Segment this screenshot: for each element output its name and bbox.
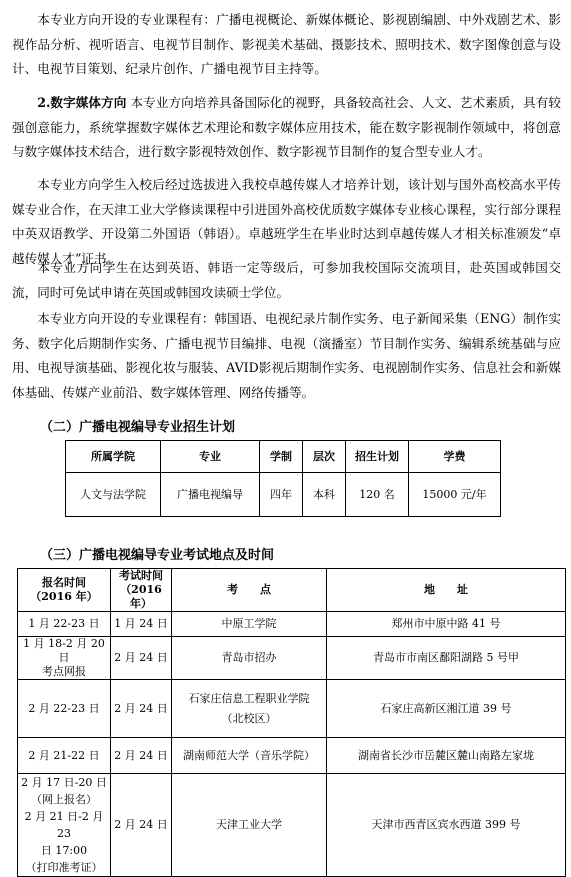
paragraph-exchange: 本专业方向学生在达到英语、韩语一定等级后，可参加我校国际交流项目，赴英国或韩国交流，同时可免试申请在英国或韩国攻读硕士学位。 <box>12 260 561 300</box>
cell-exam-date: 2 月 24 日 <box>111 738 172 774</box>
table-row <box>66 473 501 517</box>
cell-line: 石家庄信息工程职业学院 <box>188 691 310 705</box>
cell-line: 1 月 18-2 月 20 日 <box>23 637 105 664</box>
header-exam-date <box>111 569 172 612</box>
exam-schedule-table <box>17 568 566 877</box>
cell-address: 青岛市市南区鄱阳湖路 5 号甲 <box>327 637 566 680</box>
cell-address: 湖南省长沙市岳麓区麓山南路左家垅 <box>327 738 566 774</box>
table-header-row <box>66 441 501 473</box>
paragraph-lead: 2.数字媒体方向 <box>37 95 127 110</box>
header-college: 所属学院 <box>66 441 161 473</box>
header-exam-l1: 考试时间 <box>119 569 163 582</box>
cell-registration <box>18 637 111 680</box>
cell-site: 天津工业大学 <box>172 774 327 877</box>
cell-line: 考点网报 <box>42 665 86 678</box>
header-quota: 招生计划 <box>346 441 409 473</box>
table-header-row <box>18 569 566 612</box>
header-address: 地 址 <box>327 569 566 612</box>
cell-site: 青岛市招办 <box>172 637 327 680</box>
table-row <box>18 680 566 738</box>
cell-line: 2 月 21 日-2 月 23 <box>24 810 104 840</box>
cell-registration: 2 月 22-23 日 <box>18 680 111 738</box>
cell-registration <box>18 774 111 877</box>
paragraph-program: 本专业方向学生入校后经过选拔进入我校卓越传媒人才培养计划，该计划与国外高校高水平传媒专业合作，在天津工业大学修读课程中引进国外高校优质数字媒体专业核心课程，实行部分课程中英双语教学、开设第二外国语（韩语）。卓越班学生在毕业时达到卓越传媒人才相关标准颁发“卓越传媒人才”证书。 <box>12 177 561 266</box>
paragraph-text: 本专业方向培养具备国际化的视野，具备较高社会、人文、艺术素质，具有较强创意能力，系统掌握数字媒体艺术理论和数字媒体应用技术，能在数字影视制作领域中，将创意与数字媒体技术结合，进行数字影视特效创作、数字影视节目制作的复合型专业人才。 <box>12 95 561 160</box>
cell-address: 石家庄高新区湘江道 39 号 <box>327 680 566 738</box>
cell-site <box>172 680 327 738</box>
enrollment-plan-table <box>65 440 501 517</box>
cell-line: 2 月 17 日-20 日 <box>21 776 107 789</box>
header-tuition: 学费 <box>409 441 501 473</box>
cell-registration: 1 月 22-23 日 <box>18 612 111 637</box>
cell-level: 本科 <box>303 473 346 517</box>
cell-site: 湖南师范大学（音乐学院） <box>172 738 327 774</box>
paragraph-courses-1: 本专业方向开设的专业课程有：广播电视概论、新媒体概论、影视剧编剧、中外戏剧艺术、影视作品分析、视听语言、电视节目制作、影视美术基础、摄影技术、照明技术、数字图像创意与设计、电视节目策划、纪录片创作、广播电视节目主持等。 <box>12 12 561 77</box>
cell-line: （打印准考证） <box>25 861 103 874</box>
cell-exam-date: 2 月 24 日 <box>111 637 172 680</box>
cell-line: 日 17:00 <box>40 844 88 857</box>
cell-exam-date: 2 月 24 日 <box>111 774 172 877</box>
paragraph-courses-2: 本专业方向开设的专业课程有：韩国语、电视纪录片制作实务、电子新闻采集（ENG）制作实务、数字化后期制作实务、广播电视节目编排、电视（演播室）节目制作实务、编辑系统基础与应用、电视导演基础、影视化妆与服装、AVID影视后期制作实务、电视剧制作实务、信息社会和新媒体基础、传媒产业前沿、数字媒体管理、网络传播等。 <box>12 311 561 400</box>
cell-quota: 120 名 <box>346 473 409 517</box>
table-row <box>18 637 566 680</box>
table-row <box>18 774 566 877</box>
header-duration: 学制 <box>260 441 303 473</box>
header-major: 专业 <box>161 441 260 473</box>
cell-college: 人文与法学院 <box>66 473 161 517</box>
cell-line: （网上报名） <box>31 793 97 806</box>
paragraph-digital-media <box>12 91 561 165</box>
section-3-title: （三）广播电视编导专业考试地点及时间 <box>40 548 275 563</box>
header-registration-l1: 报名时间 <box>42 576 86 589</box>
table-row <box>18 612 566 637</box>
header-exam-l2: （2016 年） <box>120 583 162 610</box>
section-2-title: （二）广播电视编导专业招生计划 <box>40 420 236 435</box>
header-site: 考 点 <box>172 569 327 612</box>
header-registration-l2: （2016 年） <box>30 590 98 603</box>
cell-site: 中原工学院 <box>172 612 327 637</box>
cell-address: 郑州市中原中路 41 号 <box>327 612 566 637</box>
cell-duration: 四年 <box>260 473 303 517</box>
cell-address: 天津市西青区宾水西道 399 号 <box>327 774 566 877</box>
cell-registration: 2 月 21-22 日 <box>18 738 111 774</box>
header-registration <box>18 569 111 612</box>
cell-exam-date: 1 月 24 日 <box>111 612 172 637</box>
cell-exam-date: 2 月 24 日 <box>111 680 172 738</box>
table-row <box>18 738 566 774</box>
cell-line: （北校区） <box>221 711 277 725</box>
header-level: 层次 <box>303 441 346 473</box>
cell-major: 广播电视编导 <box>161 473 260 517</box>
cell-tuition: 15000 元/年 <box>409 473 501 517</box>
